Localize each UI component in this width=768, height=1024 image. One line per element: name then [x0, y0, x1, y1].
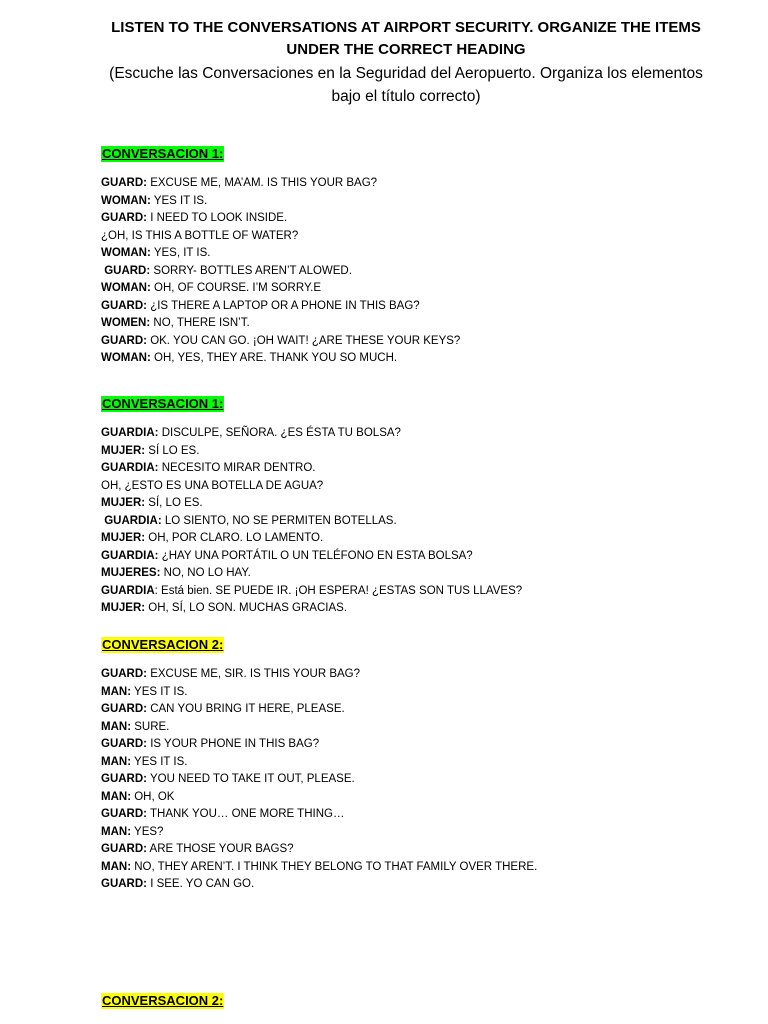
- conversation-2-english: [101, 636, 537, 894]
- dialogue-line: [101, 530, 522, 548]
- page-subtitle: (Escuche las Conversaciones en la Seguridad del Aeropuerto. Organiza los elementos bajo el título correcto): [109, 65, 703, 105]
- speaker-label: MAN:: [101, 685, 132, 698]
- dialogue-lines: [101, 425, 522, 618]
- dialogue-line: [101, 210, 460, 228]
- line-text: OH, ¿ESTO ES UNA BOTELLA DE AGUA?: [101, 479, 324, 492]
- speaker-label: MAN:: [101, 825, 132, 838]
- speaker-label: GUARDIA:: [101, 514, 162, 527]
- speaker-label: MAN:: [101, 790, 132, 803]
- section-heading: CONVERSACION 1:: [102, 146, 224, 161]
- speaker-label: GUARD:: [101, 334, 147, 347]
- dialogue-line: [101, 315, 460, 333]
- line-text: OH, OK: [131, 790, 175, 803]
- dialogue-line: [101, 789, 537, 807]
- speaker-label: GUARD:: [101, 212, 147, 224]
- speaker-label: MAN:: [101, 860, 132, 873]
- dialogue-line: [101, 684, 537, 702]
- line-text: EXCUSE ME, SIR. IS THIS YOUR BAG?: [147, 668, 361, 680]
- dialogue-line: [101, 824, 537, 842]
- line-text: YES, IT IS.: [150, 247, 211, 259]
- dialogue-line: [101, 513, 522, 531]
- line-text: : Está bien. SE PUEDE IR. ¡OH ESPERA! ¿ESTAS SON TUS LLAVES?: [154, 584, 523, 597]
- dialogue-line: [101, 478, 522, 496]
- speaker-label: WOMAN:: [101, 282, 151, 294]
- speaker-label: MAN:: [101, 755, 132, 768]
- line-text: ¿OH, IS THIS A BOTTLE OF WATER?: [101, 229, 299, 242]
- dialogue-lines: [101, 175, 460, 368]
- dialogue-line: [101, 460, 522, 478]
- dialogue-line: [101, 228, 460, 246]
- line-text: OH, YES, THEY ARE. THANK YOU SO MUCH.: [150, 352, 398, 364]
- speaker-label: GUARD:: [101, 299, 147, 312]
- dialogue-lines: [101, 666, 537, 894]
- dialogue-line: [101, 876, 537, 894]
- line-text: LO SIENTO, NO SE PERMITEN BOTELLAS.: [161, 514, 397, 527]
- speaker-label: WOMAN:: [101, 352, 151, 364]
- dialogue-line: [101, 495, 522, 513]
- speaker-label: GUARD:: [101, 773, 147, 785]
- speaker-label: MUJERES:: [101, 567, 161, 579]
- speaker-label: GUARD:: [101, 843, 147, 855]
- line-text: SURE.: [131, 720, 170, 733]
- speaker-label: GUARD:: [101, 703, 147, 715]
- line-text: OH, POR CLARO. LO LAMENTO.: [145, 532, 324, 544]
- speaker-label: GUARDIA:: [101, 427, 159, 439]
- dialogue-line: [101, 298, 460, 316]
- line-text: YOU NEED TO TAKE IT OUT, PLEASE.: [147, 773, 355, 785]
- speaker-label: WOMEN:: [101, 317, 151, 329]
- line-text: OH, OF COURSE. I’M SORRY.E: [150, 282, 322, 294]
- speaker-label: GUARDIA:: [101, 462, 159, 474]
- dialogue-line: [101, 583, 522, 601]
- line-text: SÍ LO ES.: [145, 444, 200, 457]
- dialogue-line: [101, 280, 460, 298]
- speaker-label: GUARD:: [101, 808, 147, 820]
- dialogue-line: [101, 425, 522, 443]
- speaker-label: MUJER:: [101, 602, 146, 614]
- speaker-label: GUARDIA: [101, 584, 155, 597]
- dialogue-line: [101, 701, 537, 719]
- speaker-label: GUARD:: [101, 264, 151, 277]
- dialogue-line: [101, 193, 460, 211]
- dialogue-line: [101, 245, 460, 263]
- dialogue-line: [101, 754, 537, 772]
- dialogue-line: [101, 548, 522, 566]
- speaker-label: WOMAN:: [101, 194, 151, 207]
- line-text: THANK YOU… ONE MORE THING…: [147, 808, 345, 820]
- dialogue-line: [101, 350, 460, 368]
- dialogue-line: [101, 565, 522, 583]
- line-text: NO, THERE ISN’T.: [150, 317, 250, 329]
- line-text: IS YOUR PHONE IN THIS BAG?: [147, 738, 320, 750]
- dialogue-line: [101, 736, 537, 754]
- dialogue-line: [101, 263, 460, 281]
- speaker-label: MUJER:: [101, 497, 146, 509]
- line-text: OK. YOU CAN GO. ¡OH WAIT! ¿ARE THESE YOUR KEYS?: [147, 334, 461, 347]
- dialogue-line: [101, 859, 537, 877]
- section-heading: CONVERSACION 1:: [102, 396, 224, 411]
- dialogue-line: [101, 333, 460, 351]
- line-text: CAN YOU BRING IT HERE, PLEASE.: [147, 703, 345, 715]
- dialogue-line: [101, 771, 537, 789]
- speaker-label: GUARDIA:: [101, 549, 159, 562]
- section-heading: CONVERSACION 2:: [102, 993, 224, 1008]
- line-text: I NEED TO LOOK INSIDE.: [147, 212, 288, 224]
- dialogue-line: [101, 175, 460, 193]
- speaker-label: GUARD:: [101, 177, 147, 189]
- line-text: YES IT IS.: [150, 194, 208, 207]
- line-text: YES IT IS.: [131, 685, 188, 698]
- page-title: LISTEN TO THE CONVERSATIONS AT AIRPORT SECURITY. ORGANIZE THE ITEMS UNDER THE CORRECT HEADING: [111, 19, 701, 58]
- line-text: DISCULPE, SEÑORA. ¿ES ÉSTA TU BOLSA?: [158, 427, 401, 439]
- dialogue-line: [101, 600, 522, 618]
- conversation-1-english: [101, 145, 460, 368]
- speaker-label: GUARD:: [101, 668, 147, 680]
- speaker-label: MUJER:: [101, 532, 146, 544]
- conversation-1-spanish: [101, 395, 522, 618]
- dialogue-line: [101, 806, 537, 824]
- line-text: NO, THEY AREN’T. I THINK THEY BELONG TO THAT FAMILY OVER THERE.: [131, 860, 538, 873]
- line-text: YES IT IS.: [131, 755, 188, 768]
- line-text: OH, SÍ, LO SON. MUCHAS GRACIAS.: [145, 602, 348, 614]
- line-text: NECESITO MIRAR DENTRO.: [158, 462, 316, 474]
- line-text: ¿HAY UNA PORTÁTIL O UN TELÉFONO EN ESTA BOLSA?: [158, 549, 473, 562]
- dialogue-line: [101, 443, 522, 461]
- line-text: I SEE. YO CAN GO.: [147, 878, 255, 890]
- speaker-label: MUJER:: [101, 444, 146, 457]
- conversation-2-spanish: [101, 992, 224, 1022]
- speaker-label: GUARD:: [101, 738, 147, 750]
- speaker-label: GUARD:: [101, 878, 147, 890]
- line-text: SORRY- BOTTLES AREN’T ALOWED.: [150, 264, 352, 277]
- line-text: ¿IS THERE A LAPTOP OR A PHONE IN THIS BAG?: [147, 299, 420, 312]
- speaker-label: WOMAN:: [101, 247, 151, 259]
- line-text: EXCUSE ME, MA’AM. IS THIS YOUR BAG?: [147, 177, 378, 189]
- dialogue-line: [101, 719, 537, 737]
- line-text: SÍ, LO ES.: [145, 497, 203, 509]
- dialogue-line: [101, 666, 537, 684]
- section-heading: CONVERSACION 2:: [102, 637, 224, 652]
- dialogue-line: [101, 841, 537, 859]
- line-text: YES?: [131, 825, 164, 838]
- line-text: NO, NO LO HAY.: [160, 567, 251, 579]
- line-text: ARE THOSE YOUR BAGS?: [147, 843, 294, 855]
- speaker-label: MAN:: [101, 720, 132, 733]
